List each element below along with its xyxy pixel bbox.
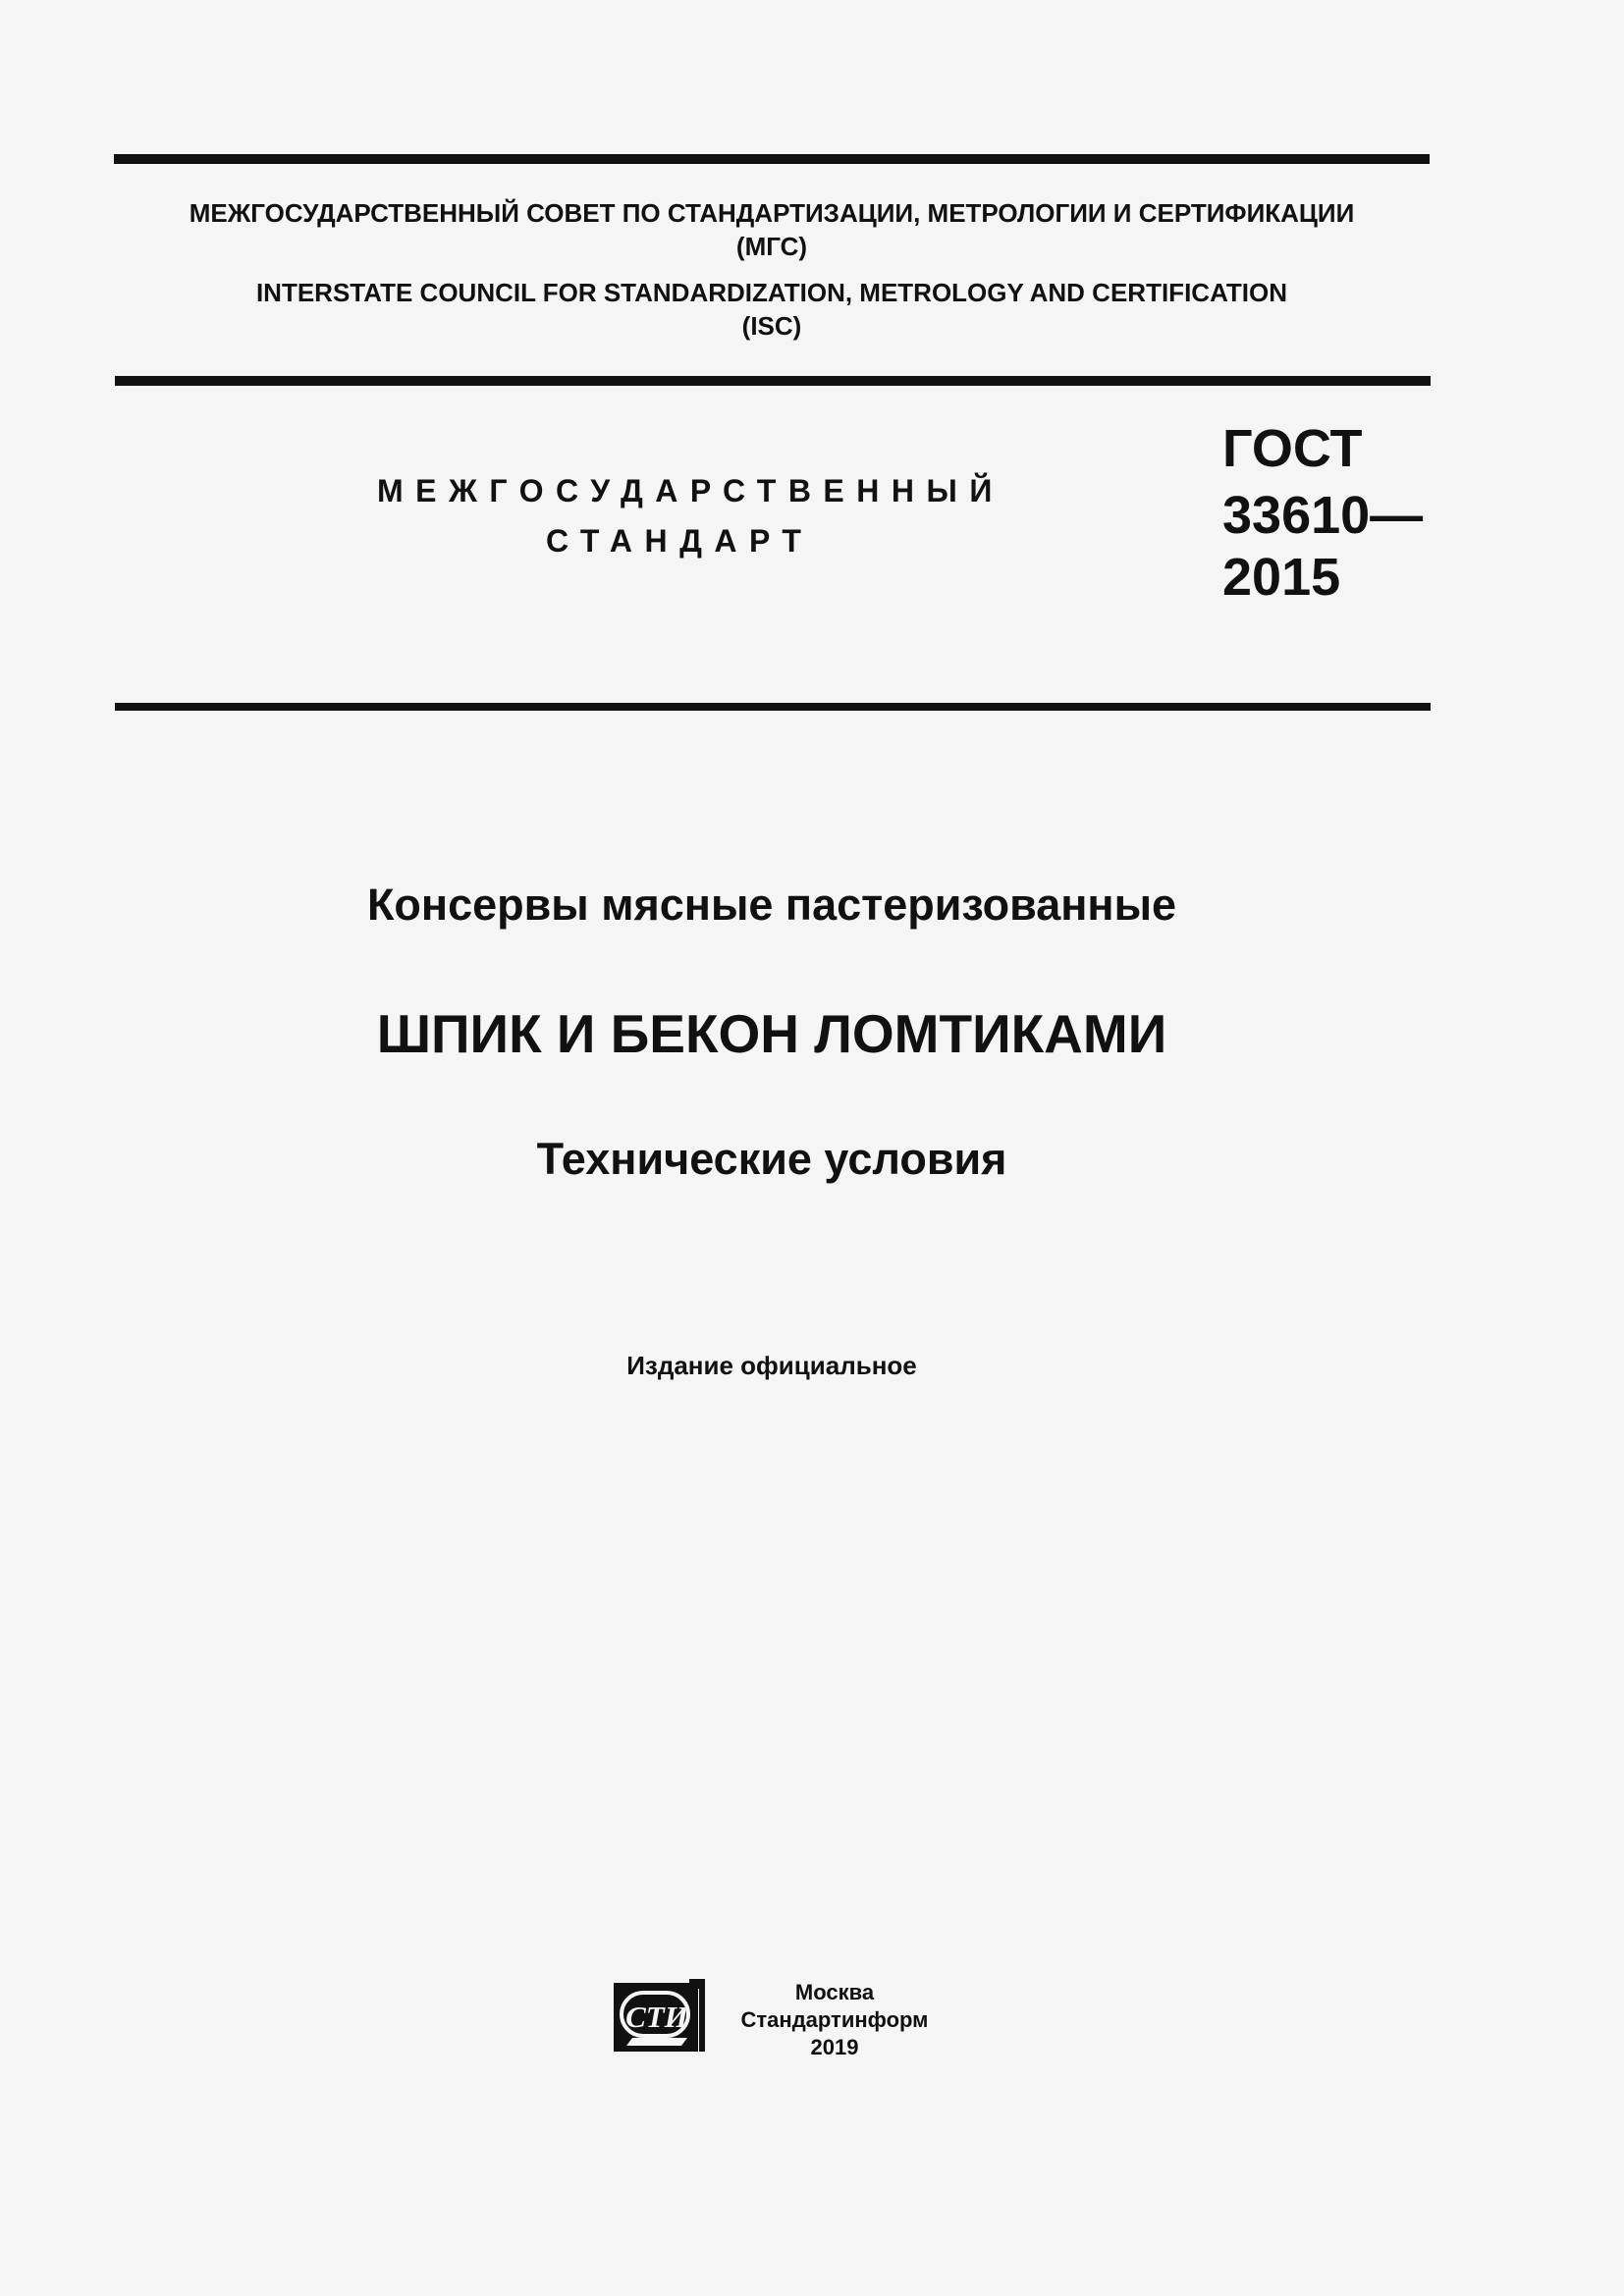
top-rule bbox=[114, 154, 1430, 164]
lower-rule bbox=[115, 703, 1431, 711]
gost-label: ГОСТ bbox=[1222, 419, 1363, 478]
standard-type-line1: МЕЖГОСУДАРСТВЕННЫЙ bbox=[377, 473, 1004, 508]
imprint-publisher: Стандартинформ bbox=[740, 2007, 929, 2032]
gost-year: 2015 bbox=[1222, 548, 1341, 607]
council-name-en: INTERSTATE COUNCIL FOR STANDARDIZATION, METROLOGY AND CERTIFICATION bbox=[255, 278, 1288, 307]
document-title-subtitle: Технические условия bbox=[536, 1134, 1007, 1184]
council-name-ru: МЕЖГОСУДАРСТВЕННЫЙ СОВЕТ ПО СТАНДАРТИЗАЦИИ, МЕТРОЛОГИИ И СЕРТИФИКАЦИИ bbox=[189, 198, 1355, 228]
imprint-year: 2019 bbox=[810, 2035, 859, 2059]
imprint-city: Москва bbox=[794, 1980, 875, 2004]
standartinform-logo-icon bbox=[613, 1979, 705, 2054]
document-title-category: Консервы мясные пастеризованные bbox=[366, 880, 1177, 930]
document-title-main: ШПИК И БЕКОН ЛОМТИКАМИ bbox=[376, 1003, 1167, 1064]
edition-note: Издание официальное bbox=[626, 1351, 917, 1380]
council-abbr-en: (ISC) bbox=[741, 311, 802, 341]
council-abbr-ru: (МГС) bbox=[735, 232, 808, 261]
middle-rule bbox=[115, 376, 1431, 386]
svg-text:СТИ: СТИ bbox=[625, 2000, 688, 2034]
standard-type-line2: СТАНДАРТ bbox=[546, 523, 814, 559]
gost-number: 33610— bbox=[1222, 486, 1424, 545]
